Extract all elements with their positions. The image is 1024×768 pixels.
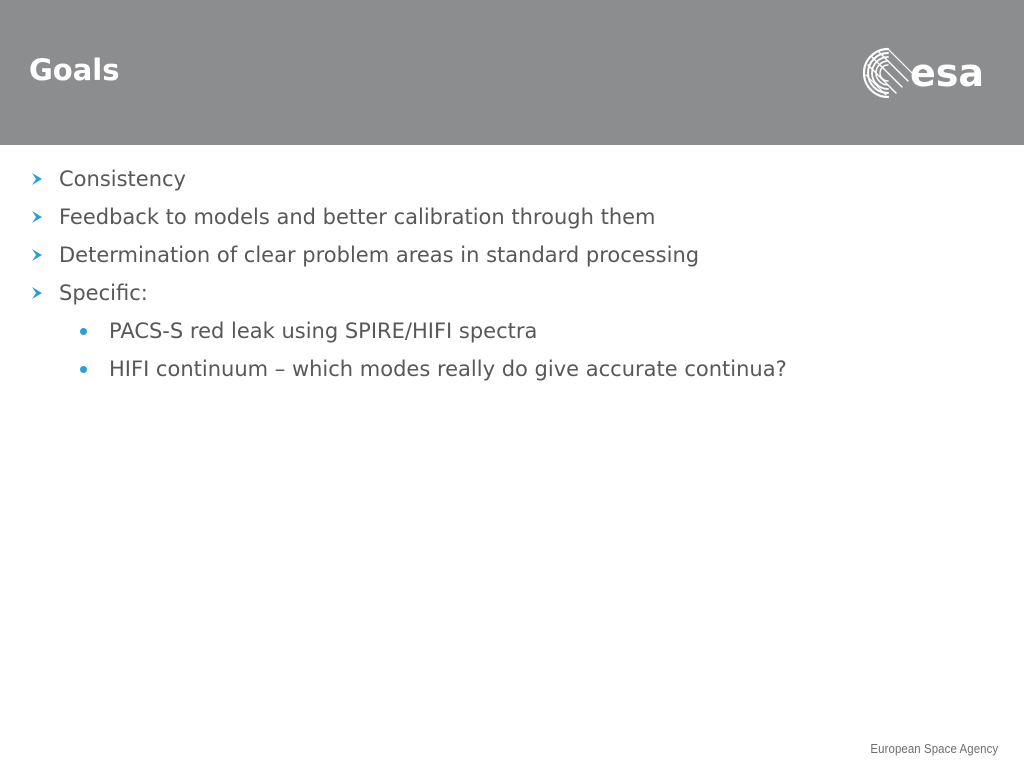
bullet-item bbox=[29, 198, 656, 236]
header-band bbox=[0, 0, 1024, 145]
sub-bullet-text: PACS-S red leak using SPIRE/HIFI spectra bbox=[109, 319, 538, 343]
bullet-item bbox=[29, 236, 699, 274]
slide-title: Goals bbox=[29, 53, 120, 87]
dot-bullet-icon bbox=[80, 366, 87, 373]
bullet-text: Consistency bbox=[59, 167, 186, 191]
bullet-text: Determination of clear problem areas in standard processing bbox=[59, 243, 700, 267]
sub-bullet-item bbox=[80, 312, 537, 350]
arrow-bullet-icon bbox=[29, 247, 45, 263]
dot-bullet-icon bbox=[80, 328, 87, 335]
arrow-bullet-icon bbox=[29, 209, 45, 225]
sub-bullet-text: HIFI continuum – which modes really do give accurate continua? bbox=[109, 357, 787, 381]
bullet-text: Specific: bbox=[59, 281, 148, 305]
bullet-item bbox=[29, 160, 186, 198]
esa-logo bbox=[862, 43, 1002, 103]
sub-bullet-item bbox=[80, 350, 787, 388]
bullet-item bbox=[29, 274, 148, 312]
arrow-bullet-icon bbox=[29, 171, 45, 187]
bullet-text: Feedback to models and better calibration through them bbox=[59, 205, 656, 229]
arrow-bullet-icon bbox=[29, 285, 45, 301]
footer-organization: European Space Agency bbox=[870, 741, 998, 756]
logo-wordmark: esa bbox=[910, 51, 985, 95]
